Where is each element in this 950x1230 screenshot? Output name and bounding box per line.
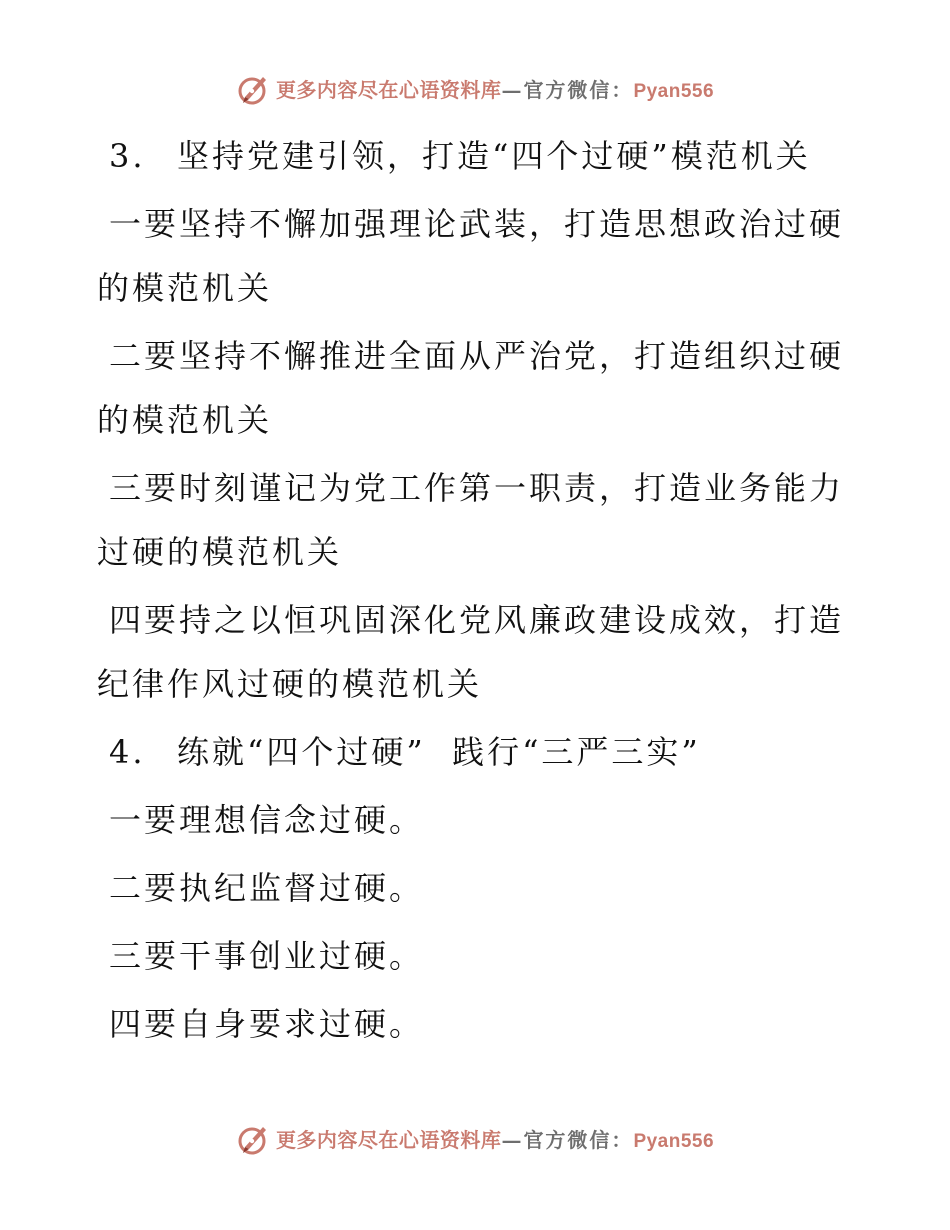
watermark-text — [275, 1127, 715, 1152]
section-number: 4. — [109, 733, 146, 771]
paragraph-line: 纪律作风过硬的模范机关 — [97, 665, 483, 703]
quill-pen-circle-icon — [236, 73, 270, 107]
paragraph-line: 的模范机关 — [97, 269, 273, 307]
watermark-text — [275, 77, 715, 102]
paragraph — [97, 192, 845, 320]
section-title: 练就“四个过硬” 践行“三严三实” — [177, 733, 701, 771]
paragraph — [97, 856, 837, 920]
section-title: 坚持党建引领，打造“四个过硬”模范机关 — [177, 137, 811, 175]
watermark-dash: — — [501, 77, 524, 102]
paragraph-line: 四要持之以恒巩固深化党风廉政建设成效，打造 — [109, 601, 845, 639]
watermark-wechat-label: 官方微信： — [523, 1127, 634, 1152]
paragraph-line: 二要执纪监督过硬。 — [109, 869, 425, 907]
quill-pen-circle-icon — [236, 1123, 270, 1157]
watermark-promo: 更多内容尽在心语资料库 — [275, 1127, 502, 1152]
section-heading-3 — [109, 124, 837, 188]
paragraph-line: 一要坚持不懈加强理论武装，打造思想政治过硬 — [109, 205, 845, 243]
paragraph-line: 一要理想信念过硬。 — [109, 801, 425, 839]
header-watermark — [0, 70, 950, 110]
paragraph-line: 二要坚持不懈推进全面从严治党，打造组织过硬 — [109, 337, 845, 375]
paragraph — [97, 992, 837, 1056]
watermark-wechat-id: Pyan556 — [633, 1130, 715, 1152]
watermark-dash: — — [501, 1127, 524, 1152]
paragraph-line: 过硬的模范机关 — [97, 533, 343, 571]
footer-watermark — [0, 1120, 950, 1160]
section-heading-4 — [109, 720, 837, 784]
section-number: 3. — [109, 137, 146, 175]
document-body — [97, 124, 845, 1056]
paragraph — [97, 924, 837, 988]
paragraph-line: 四要自身要求过硬。 — [109, 1005, 425, 1043]
paragraph — [97, 788, 837, 852]
paragraph-line: 三要干事创业过硬。 — [109, 937, 425, 975]
watermark-wechat-label: 官方微信： — [523, 77, 634, 102]
paragraph — [97, 324, 845, 452]
watermark-wechat-id: Pyan556 — [633, 80, 715, 102]
paragraph-line: 的模范机关 — [97, 401, 273, 439]
watermark-promo: 更多内容尽在心语资料库 — [275, 77, 502, 102]
paragraph — [97, 588, 845, 716]
paragraph — [97, 456, 845, 584]
paragraph-line: 三要时刻谨记为党工作第一职责，打造业务能力 — [109, 469, 845, 507]
